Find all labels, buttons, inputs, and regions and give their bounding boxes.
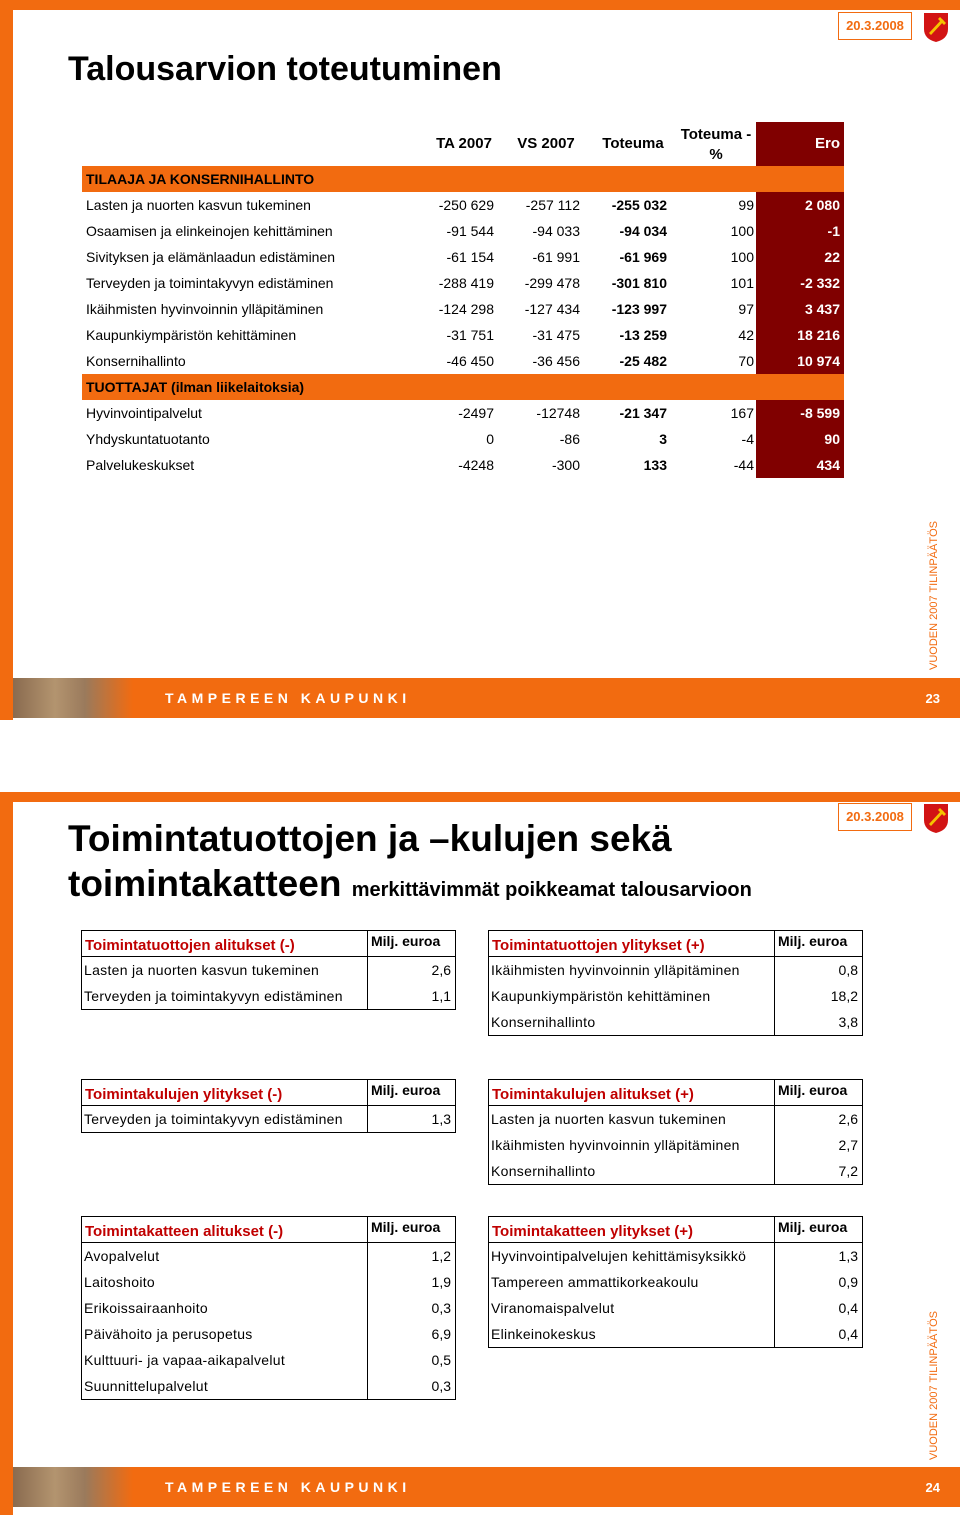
list-item bbox=[82, 957, 455, 983]
cell-ta: -46 450 bbox=[446, 353, 494, 369]
item-value: 3,8 bbox=[838, 1014, 858, 1030]
box-title: Toimintakulujen alitukset (+) bbox=[492, 1086, 694, 1103]
cell-vs: -86 bbox=[559, 431, 580, 447]
box-expense-shortfalls bbox=[488, 1079, 863, 1185]
row-label: Lasten ja nuorten kasvun tukeminen bbox=[86, 197, 311, 213]
box-title: Toimintakatteen ylitykset (+) bbox=[492, 1223, 694, 1240]
page-subtitle: merkittävimmät poikkeamat talousarvioon bbox=[351, 879, 752, 901]
item-value: 0,9 bbox=[838, 1274, 858, 1290]
table-row bbox=[82, 244, 844, 270]
table-row bbox=[82, 452, 844, 478]
box-unit: Milj. euroa bbox=[371, 933, 441, 949]
section-row bbox=[82, 166, 844, 192]
cell-vs: -94 033 bbox=[532, 223, 580, 239]
item-label: Konsernihallinto bbox=[491, 1014, 596, 1030]
budget-table bbox=[82, 122, 844, 478]
vertical-label: VUODEN 2007 TILINPÄÄTÖS bbox=[928, 1311, 940, 1460]
cell-vs: -31 475 bbox=[532, 327, 580, 343]
date-label: 20.3.2008 bbox=[838, 803, 912, 831]
item-value: 1,1 bbox=[431, 988, 451, 1004]
footer bbox=[0, 678, 960, 718]
cell-pct: 70 bbox=[738, 353, 754, 369]
left-bar bbox=[0, 0, 13, 720]
cell-vs: -299 478 bbox=[524, 275, 580, 291]
cell-vs: -12748 bbox=[536, 405, 580, 421]
table-row bbox=[82, 218, 844, 244]
vertical-label: VUODEN 2007 TILINPÄÄTÖS bbox=[928, 521, 940, 670]
rows-group-2 bbox=[82, 400, 844, 478]
item-value: 0,3 bbox=[431, 1300, 451, 1316]
top-bar bbox=[0, 0, 960, 10]
list-item bbox=[489, 957, 862, 983]
cell-ero: 18 216 bbox=[797, 327, 840, 343]
cell-vs: -127 434 bbox=[524, 301, 580, 317]
row-label: Terveyden ja toimintakyvyn edistäminen bbox=[86, 275, 334, 291]
list-item bbox=[82, 1321, 455, 1347]
box-unit: Milj. euroa bbox=[371, 1219, 441, 1235]
item-label: Tampereen ammattikorkeakoulu bbox=[491, 1274, 699, 1290]
slide-24 bbox=[0, 792, 960, 1515]
box-header bbox=[82, 931, 455, 957]
header-pct-line2: % bbox=[709, 146, 723, 163]
item-label: Suunnittelupalvelut bbox=[84, 1378, 209, 1394]
cell-pct: 42 bbox=[738, 327, 754, 343]
row-label: Kaupunkiympäristön kehittäminen bbox=[86, 327, 297, 343]
cell-ta: 0 bbox=[486, 431, 494, 447]
item-value: 6,9 bbox=[431, 1326, 451, 1342]
cell-ta: -124 298 bbox=[438, 301, 494, 317]
page-title-line1: Toimintatuottojen ja –kulujen sekä bbox=[68, 818, 672, 859]
item-value: 1,9 bbox=[431, 1274, 451, 1290]
table-row bbox=[82, 192, 844, 218]
footer-city: TAMPEREEN KAUPUNKI bbox=[165, 1479, 411, 1495]
box-header bbox=[489, 931, 862, 957]
cell-ero: 22 bbox=[824, 249, 840, 265]
section-row bbox=[82, 374, 844, 400]
item-value: 18,2 bbox=[830, 988, 858, 1004]
list-item bbox=[489, 1106, 862, 1132]
table-row bbox=[82, 270, 844, 296]
tampere-crest-icon bbox=[922, 11, 950, 43]
list-item bbox=[82, 1295, 455, 1321]
item-value: 1,2 bbox=[431, 1248, 451, 1264]
page-title: Talousarvion toteutuminen bbox=[68, 50, 502, 88]
footer-city: TAMPEREEN KAUPUNKI bbox=[165, 690, 411, 706]
item-value: 1,3 bbox=[431, 1111, 451, 1127]
item-value: 2,7 bbox=[838, 1137, 858, 1153]
cell-pct: 167 bbox=[730, 405, 754, 421]
section-title: TUOTTAJAT (ilman liikelaitoksia) bbox=[86, 379, 305, 395]
header-toteuma: Toteuma bbox=[602, 135, 664, 152]
box-header bbox=[82, 1217, 455, 1243]
page-number: 24 bbox=[925, 1480, 940, 1495]
list-item bbox=[82, 1347, 455, 1373]
date-label: 20.3.2008 bbox=[838, 12, 912, 40]
item-value: 2,6 bbox=[838, 1111, 858, 1127]
cell-ero: -8 599 bbox=[800, 405, 840, 421]
box-header bbox=[489, 1217, 862, 1243]
list-item bbox=[82, 1373, 455, 1399]
cell-ero: 3 437 bbox=[804, 301, 840, 317]
box-title: Toimintatuottojen alitukset (-) bbox=[85, 937, 295, 954]
box-header bbox=[82, 1080, 455, 1106]
cell-pct: 97 bbox=[738, 301, 754, 317]
cell-pct: 99 bbox=[738, 197, 754, 213]
table-header bbox=[82, 122, 844, 166]
cell-vs: -300 bbox=[551, 457, 580, 473]
item-label: Avopalvelut bbox=[84, 1248, 160, 1264]
table-row bbox=[82, 348, 844, 374]
section-title: TILAAJA JA KONSERNIHALLINTO bbox=[86, 171, 315, 187]
item-label: Terveyden ja toimintakyvyn edistäminen bbox=[84, 1111, 343, 1127]
table-row bbox=[82, 400, 844, 426]
item-label: Laitoshoito bbox=[84, 1274, 156, 1290]
cell-ero: -2 332 bbox=[800, 275, 840, 291]
box-income-shortfalls bbox=[81, 930, 456, 1010]
cell-ta: -4248 bbox=[458, 457, 494, 473]
cell-pct: -44 bbox=[733, 457, 754, 473]
top-bar bbox=[0, 792, 960, 802]
header-ta: TA 2007 bbox=[436, 135, 492, 152]
cell-ta: -250 629 bbox=[438, 197, 494, 213]
box-unit: Milj. euroa bbox=[778, 1219, 848, 1235]
cell-vs: -36 456 bbox=[532, 353, 580, 369]
cell-ta: -61 154 bbox=[446, 249, 494, 265]
header-ero-bg bbox=[756, 122, 844, 166]
item-label: Konsernihallinto bbox=[491, 1163, 596, 1179]
cell-ero: 90 bbox=[824, 431, 840, 447]
cell-pct: 100 bbox=[730, 223, 754, 239]
page-number: 23 bbox=[925, 691, 940, 706]
list-item bbox=[489, 1295, 862, 1321]
cell-ero: -1 bbox=[827, 223, 840, 239]
cell-toteuma: -94 034 bbox=[619, 223, 667, 239]
box-unit: Milj. euroa bbox=[778, 1082, 848, 1098]
cell-toteuma: 133 bbox=[643, 457, 667, 473]
cell-pct: -4 bbox=[741, 431, 754, 447]
row-label: Konsernihallinto bbox=[86, 353, 186, 369]
list-item bbox=[489, 1243, 862, 1269]
footer bbox=[0, 1467, 960, 1507]
item-label: Ikäihmisten hyvinvoinnin ylläpitäminen bbox=[491, 1137, 740, 1153]
box-income-overruns bbox=[488, 930, 863, 1036]
page-title-line2 bbox=[68, 862, 752, 912]
box-expense-overruns bbox=[81, 1079, 456, 1133]
item-label: Ikäihmisten hyvinvoinnin ylläpitäminen bbox=[491, 962, 740, 978]
cell-ta: -31 751 bbox=[446, 327, 494, 343]
table-row bbox=[82, 322, 844, 348]
box-margin-shortfalls bbox=[81, 1216, 456, 1400]
cell-vs: -61 991 bbox=[532, 249, 580, 265]
cell-toteuma: -25 482 bbox=[619, 353, 667, 369]
page-title-main: toimintakatteen bbox=[68, 863, 342, 904]
tampere-crest-icon bbox=[922, 802, 950, 834]
header-ero: Ero bbox=[814, 135, 840, 152]
cell-toteuma: -13 259 bbox=[619, 327, 667, 343]
cell-pct: 100 bbox=[730, 249, 754, 265]
list-item bbox=[489, 1269, 862, 1295]
item-label: Lasten ja nuorten kasvun tukeminen bbox=[491, 1111, 727, 1127]
box-title: Toimintakulujen ylitykset (-) bbox=[85, 1086, 283, 1103]
slide-23 bbox=[0, 0, 960, 720]
item-value: 0,8 bbox=[838, 962, 858, 978]
item-label: Viranomaispalvelut bbox=[491, 1300, 615, 1316]
cell-toteuma: -21 347 bbox=[619, 405, 667, 421]
row-label: Osaamisen ja elinkeinojen kehittäminen bbox=[86, 223, 333, 239]
list-item bbox=[489, 1009, 862, 1035]
cell-toteuma: -255 032 bbox=[611, 197, 667, 213]
cell-ta: -91 544 bbox=[446, 223, 494, 239]
item-label: Kaupunkiympäristön kehittäminen bbox=[491, 988, 711, 1004]
item-value: 7,2 bbox=[838, 1163, 858, 1179]
cell-pct: 101 bbox=[730, 275, 754, 291]
item-label: Lasten ja nuorten kasvun tukeminen bbox=[84, 962, 320, 978]
list-item bbox=[489, 1321, 862, 1347]
header-vs: VS 2007 bbox=[517, 135, 575, 152]
left-bar bbox=[0, 792, 13, 1515]
row-label: Hyvinvointipalvelut bbox=[86, 405, 202, 421]
item-value: 0,4 bbox=[838, 1300, 858, 1316]
row-label: Palvelukeskukset bbox=[86, 457, 195, 473]
item-label: Kulttuuri- ja vapaa-aikapalvelut bbox=[84, 1352, 286, 1368]
header-toteuma-pct bbox=[674, 125, 758, 165]
cell-toteuma: -123 997 bbox=[611, 301, 667, 317]
box-margin-overruns bbox=[488, 1216, 863, 1348]
cell-toteuma: -61 969 bbox=[619, 249, 667, 265]
item-value: 0,4 bbox=[838, 1326, 858, 1342]
footer-photo bbox=[13, 1467, 133, 1507]
cell-toteuma: 3 bbox=[659, 431, 667, 447]
list-item bbox=[82, 983, 455, 1009]
cell-ta: -288 419 bbox=[438, 275, 494, 291]
item-label: Erikoissairaanhoito bbox=[84, 1300, 208, 1316]
row-label: Ikäihmisten hyvinvoinnin ylläpitäminen bbox=[86, 301, 324, 317]
list-item bbox=[82, 1269, 455, 1295]
list-item bbox=[489, 983, 862, 1009]
item-value: 2,6 bbox=[431, 962, 451, 978]
item-value: 0,3 bbox=[431, 1378, 451, 1394]
footer-photo bbox=[13, 678, 133, 718]
item-label: Hyvinvointipalvelujen kehittämisyksikkö bbox=[491, 1248, 747, 1264]
item-label: Elinkeinokeskus bbox=[491, 1326, 596, 1342]
item-label: Terveyden ja toimintakyvyn edistäminen bbox=[84, 988, 343, 1004]
row-label: Yhdyskuntatuotanto bbox=[86, 431, 210, 447]
list-item bbox=[489, 1132, 862, 1158]
cell-toteuma: -301 810 bbox=[611, 275, 667, 291]
box-title: Toimintakatteen alitukset (-) bbox=[85, 1223, 284, 1240]
box-title: Toimintatuottojen ylitykset (+) bbox=[492, 937, 705, 954]
row-label: Sivityksen ja elämänlaadun edistäminen bbox=[86, 249, 336, 265]
cell-ero: 434 bbox=[816, 457, 840, 473]
header-pct-line1: Toteuma - bbox=[680, 126, 752, 143]
item-value: 0,5 bbox=[431, 1352, 451, 1368]
item-value: 1,3 bbox=[838, 1248, 858, 1264]
item-label: Päivähoito ja perusopetus bbox=[84, 1326, 253, 1342]
cell-ero: 2 080 bbox=[804, 197, 840, 213]
cell-ta: -2497 bbox=[458, 405, 494, 421]
table-row bbox=[82, 426, 844, 452]
table-row bbox=[82, 296, 844, 322]
rows-group-1 bbox=[82, 192, 844, 374]
cell-vs: -257 112 bbox=[525, 197, 580, 213]
box-unit: Milj. euroa bbox=[778, 933, 848, 949]
list-item bbox=[489, 1158, 862, 1184]
box-unit: Milj. euroa bbox=[371, 1082, 441, 1098]
list-item bbox=[82, 1243, 455, 1269]
box-header bbox=[489, 1080, 862, 1106]
list-item bbox=[82, 1106, 455, 1132]
cell-ero: 10 974 bbox=[797, 353, 840, 369]
